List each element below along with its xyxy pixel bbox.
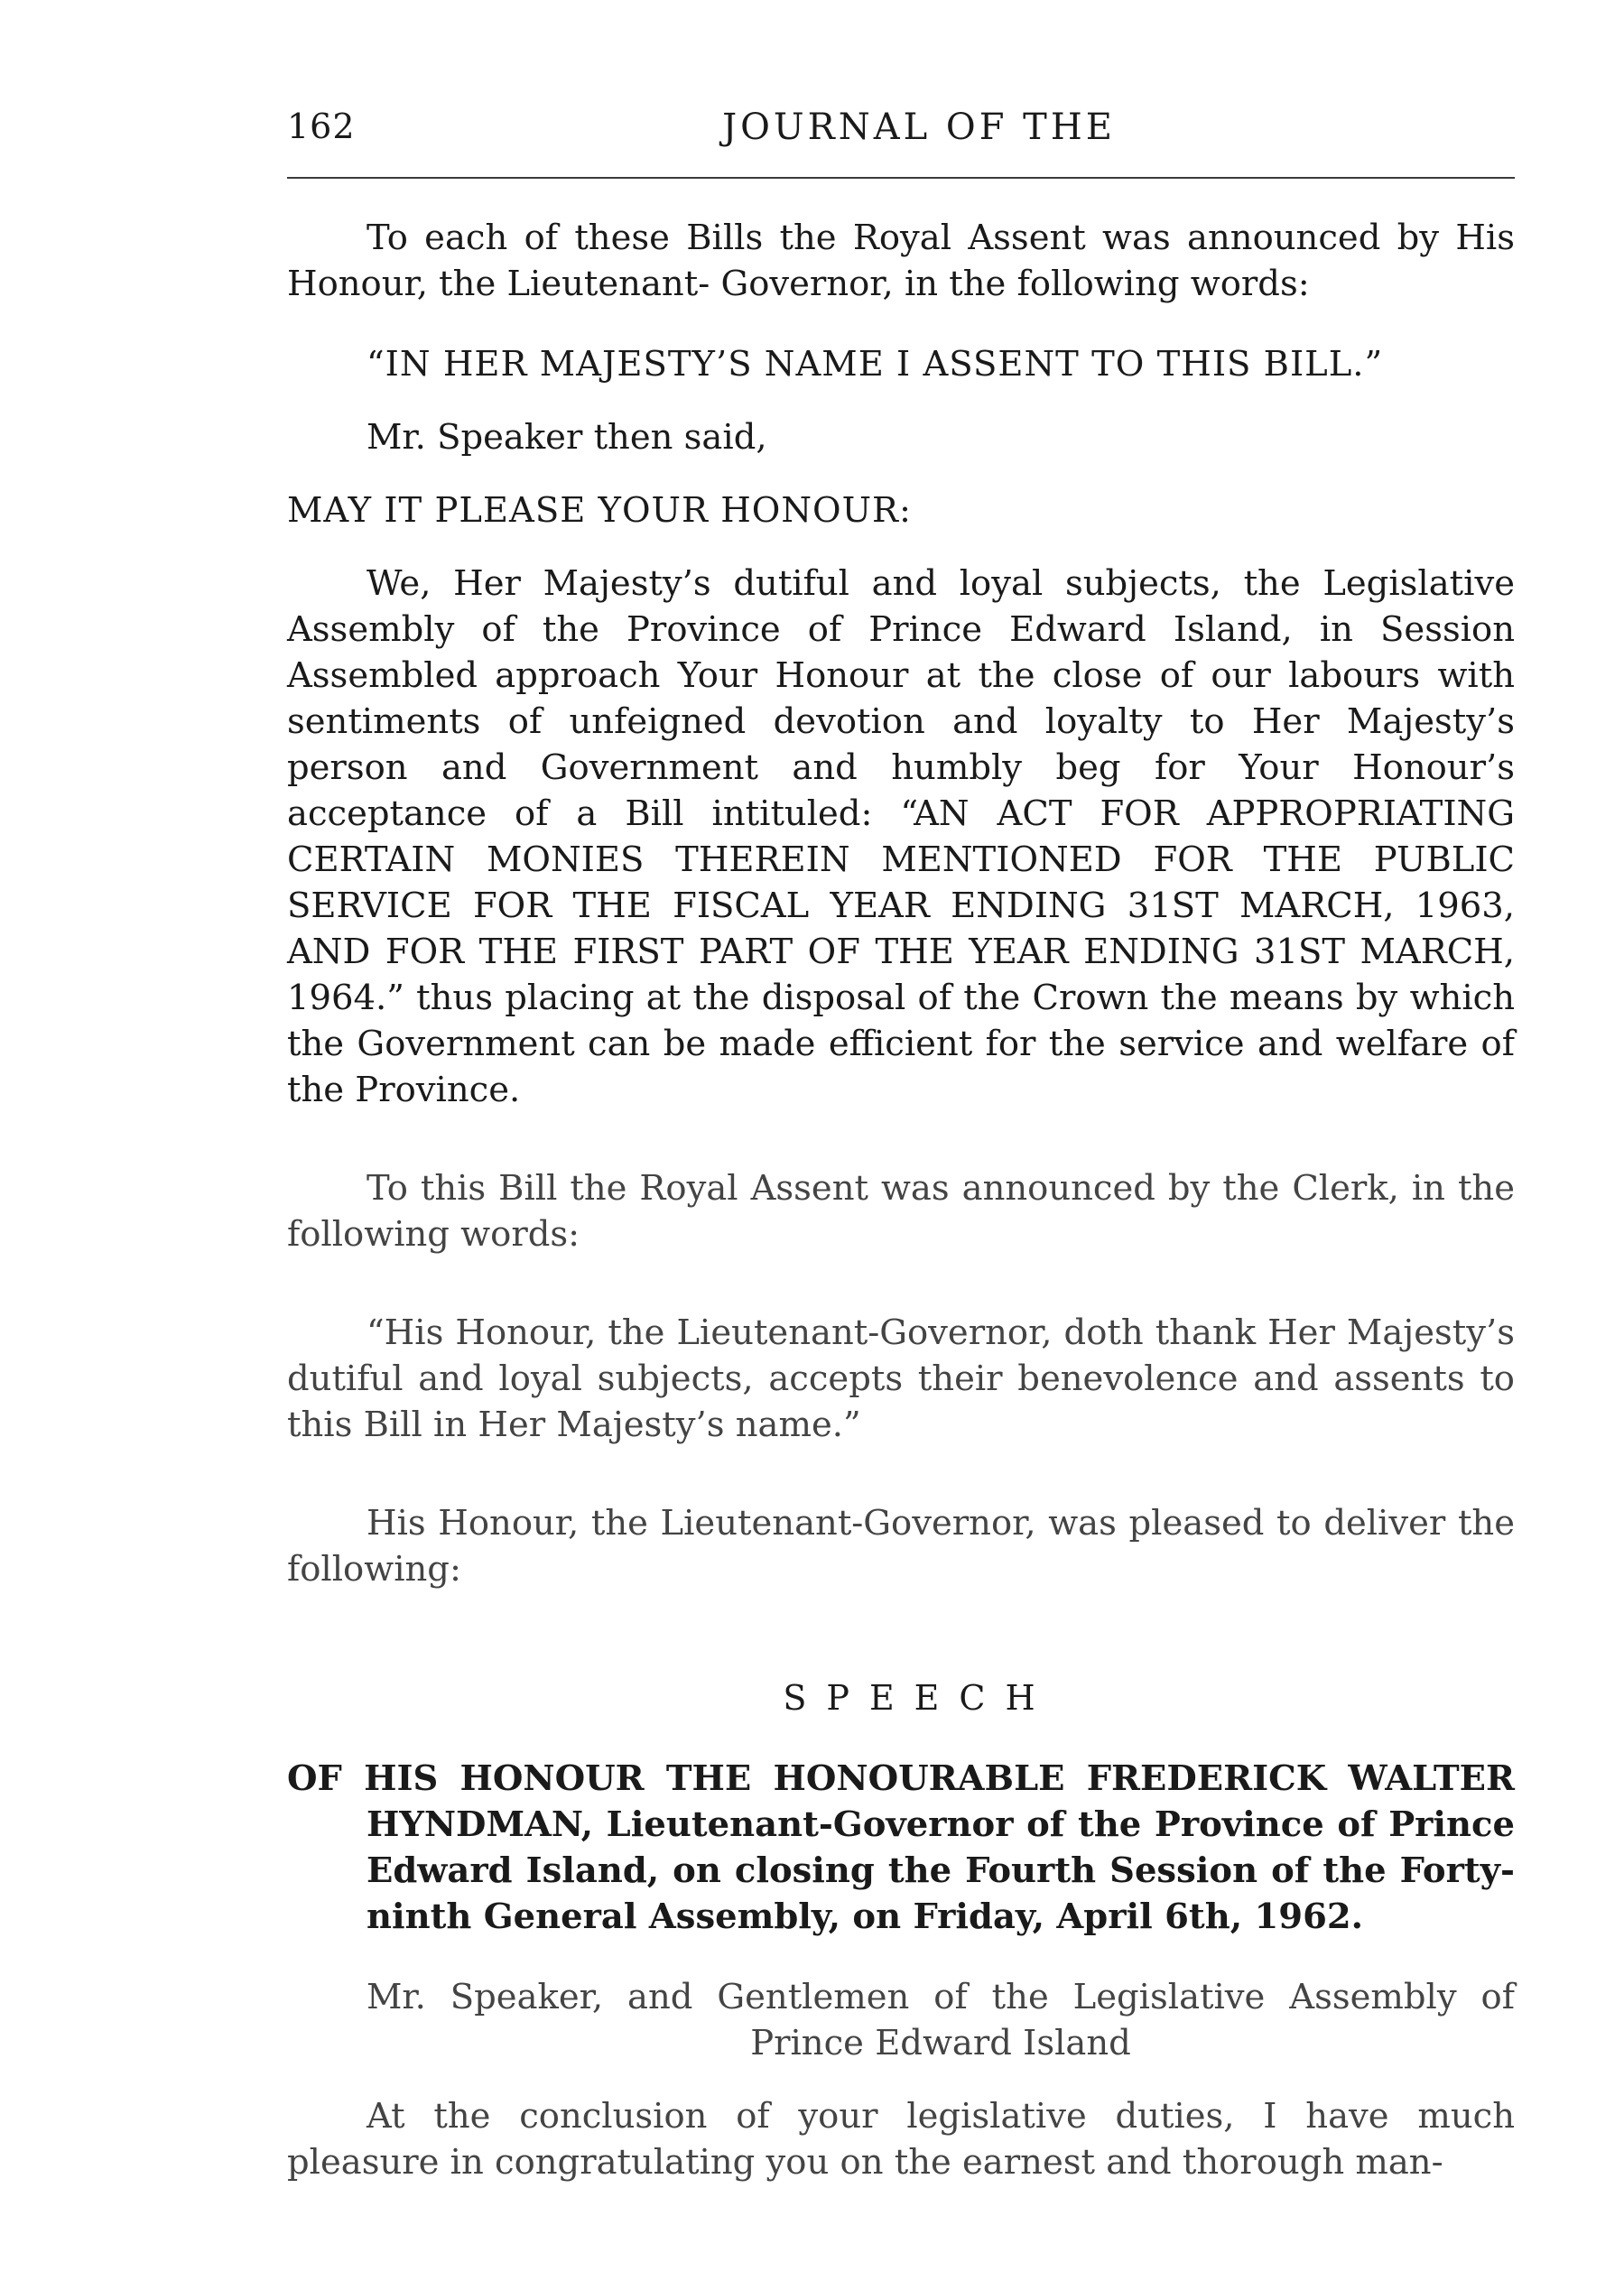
address-line-1: Mr. Speaker, and Gentlemen of the Legislative Assembly of bbox=[367, 1977, 1515, 2017]
speech-heading: SPEECH bbox=[783, 1678, 1055, 1718]
speaker-said: Mr. Speaker then said, bbox=[367, 417, 767, 458]
royal-assent-paragraph: To each of these Bills the Royal Assent was announced by His Honour, the Lieutenant- Governor, in the following words: bbox=[287, 218, 1515, 304]
assent-formula: “IN HER MAJESTY’S NAME I ASSENT TO THIS BILL.” bbox=[367, 344, 1384, 385]
speech-title: OF HIS HONOUR THE HONOURABLE FREDERICK WALTER HYNDMAN, Lieutenant-Governor of the Province of Prince Edward Island, on closing the Fourth Session of the Forty-ninth General Assembly, on Friday, April 6th, 1962. bbox=[287, 1758, 1515, 1937]
address-line-2: Prince Edward Island bbox=[750, 2023, 1131, 2063]
thanks-quotation: “His Honour, the Lieutenant-Governor, doth thank Her Majesty’s dutiful and loyal subjects, accepts their benevolence and assents to this Bill in Her Majesty’s name.” bbox=[287, 1312, 1515, 1445]
header-rule bbox=[287, 177, 1515, 179]
speech-opening: At the conclusion of your legislative duties, I have much pleasure in congratulating you on the earnest and thorough man- bbox=[287, 2096, 1515, 2183]
body-text bbox=[287, 215, 1515, 2185]
page-number: 162 bbox=[287, 107, 356, 146]
delivery-intro: His Honour, the Lieutenant-Governor, was pleased to deliver the following: bbox=[287, 1503, 1515, 1590]
supply-bill-address: We, Her Majesty’s dutiful and loyal subjects, the Legislative Assembly of the Province of Prince Edward Island, in Session Assembled approach Your Honour at the close of our labours with sentiments of unfeigned devotion and loyalty to Her Majesty’s person and Government and humbly beg for Your Honour’s acceptance of a Bill intituled: “AN ACT FOR APPROPRIATING CERTAIN MONIES THEREIN MENTIONED FOR THE PUBLIC SERVICE FOR THE FISCAL YEAR ENDING 31ST MARCH, 1963, AND FOR THE FIRST PART OF THE YEAR ENDING 31ST MARCH, 1964.” thus placing at the disposal of the Crown the means by which the Government can be made efficient for the service and welfare of the Province. bbox=[287, 563, 1515, 1110]
address-block bbox=[287, 1974, 1515, 2066]
salutation: MAY IT PLEASE YOUR HONOUR: bbox=[287, 490, 912, 531]
clerk-announcement: To this Bill the Royal Assent was announced by the Clerk, in the following words: bbox=[287, 1168, 1515, 1255]
running-head: JOURNAL OF THE bbox=[722, 107, 1116, 148]
page-header bbox=[287, 107, 1515, 170]
